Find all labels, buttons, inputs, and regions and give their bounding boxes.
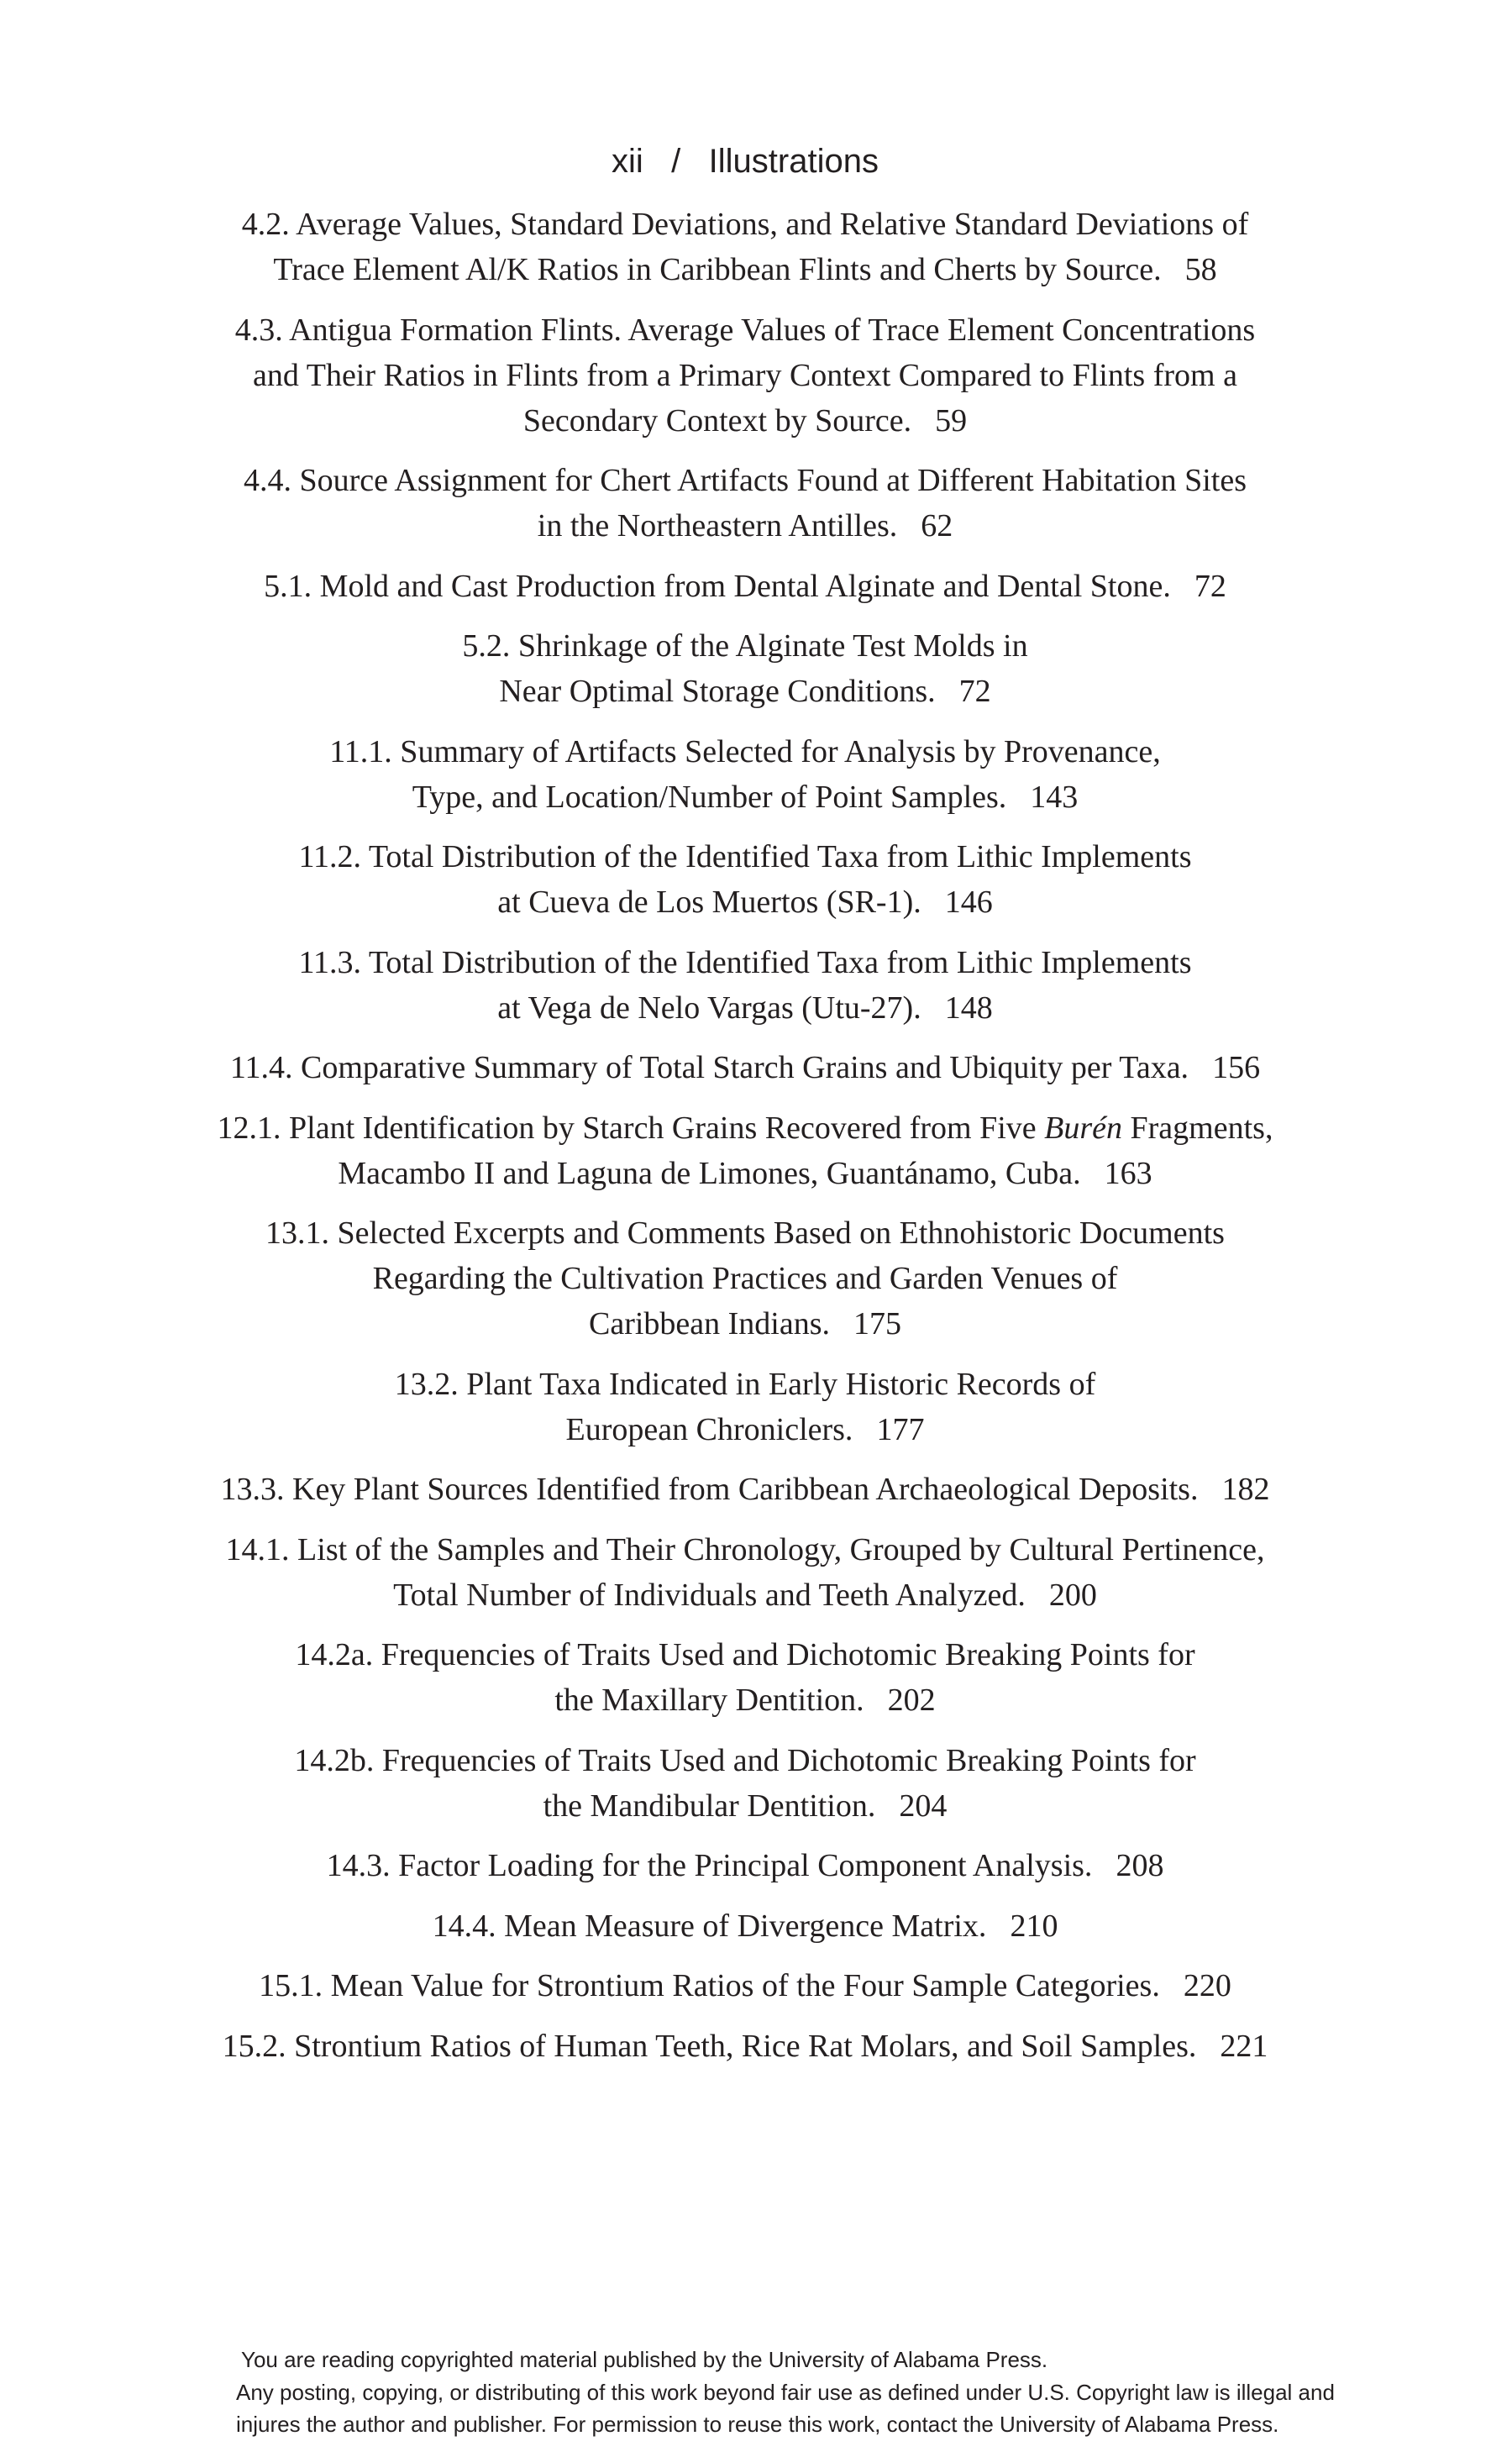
entry-line: [115, 1677, 1375, 1723]
entry-line: [115, 1963, 1375, 2008]
entry-text: 14.3. Factor Loading for the Principal Component Analysis.: [326, 1848, 1093, 1883]
list-entry: [115, 940, 1375, 1031]
entry-text: 5.2. Shrinkage of the Alginate Test Molds in: [462, 628, 1028, 664]
entry-line: [115, 729, 1375, 774]
entry-line: [115, 1105, 1375, 1151]
list-entry: [115, 2024, 1375, 2069]
italic-term: Burén: [1044, 1110, 1123, 1146]
entry-text: 11.2. Total Distribution of the Identified Taxa from Lithic Implements: [298, 839, 1192, 874]
entry-text: 14.2b. Frequencies of Traits Used and Dichotomic Breaking Points for: [294, 1742, 1196, 1778]
entry-text: 15.2. Strontium Ratios of Human Teeth, Rice Rat Molars, and Soil Samples.: [222, 2028, 1197, 2064]
entry-line: [115, 1256, 1375, 1301]
list-entry: [115, 729, 1375, 820]
entry-line: [115, 879, 1375, 925]
entry-line: [115, 307, 1375, 353]
entry-text: Caribbean Indians.: [588, 1306, 831, 1341]
entry-line: [115, 503, 1375, 549]
entry-text: 11.4. Comparative Summary of Total Starch Grains and Ubiquity per Taxa.: [229, 1050, 1189, 1085]
entry-text: 5.1. Mold and Cast Production from Dental Alginate and Dental Stone.: [264, 568, 1171, 604]
entry-text: 14.1. List of the Samples and Their Chronology, Grouped by Cultural Pertinence,: [225, 1531, 1265, 1567]
page-number: xii: [612, 143, 643, 180]
entry-line: [115, 1783, 1375, 1829]
entry-text: 13.2. Plant Taxa Indicated in Early Historic Records of: [394, 1366, 1096, 1402]
entry-text: Macambo II and Laguna de Limones, Guantánamo, Cuba.: [338, 1155, 1081, 1191]
header-separator: /: [671, 143, 681, 180]
entry-page-number: 59: [935, 402, 968, 438]
list-entry: [115, 1738, 1375, 1829]
copyright-line-3: injures the author and publisher. For permission to reuse this work, contact the University of Alabama Press.: [236, 2412, 1279, 2437]
entry-line: [115, 202, 1375, 247]
entry-line: [115, 458, 1375, 503]
entry-page-number: 148: [944, 990, 993, 1026]
entry-text: Secondary Context by Source.: [522, 402, 912, 438]
entry-text: European Chroniclers.: [565, 1411, 853, 1447]
entry-page-number: 72: [1194, 568, 1226, 604]
list-entry: [115, 1903, 1375, 1949]
entry-page-number: 182: [1221, 1472, 1270, 1507]
entry-text: 14.2a. Frequencies of Traits Used and Dichotomic Breaking Points for: [295, 1637, 1195, 1672]
entry-text: 14.4. Mean Measure of Divergence Matrix.: [432, 1908, 987, 1944]
list-entry: [115, 1210, 1375, 1347]
entry-page-number: 72: [958, 674, 991, 709]
entry-page-number: 146: [944, 885, 993, 920]
entry-page-number: 200: [1048, 1577, 1097, 1613]
entry-text: 11.3. Total Distribution of the Identified Taxa from Lithic Implements: [298, 944, 1192, 980]
entry-text: the Maxillary Dentition.: [554, 1683, 864, 1718]
entry-text: Total Number of Individuals and Teeth Analyzed.: [393, 1577, 1026, 1613]
entry-text: Trace Element Al/K Ratios in Caribbean Flints and Cherts by Source.: [273, 252, 1162, 287]
running-header: [115, 143, 1375, 181]
list-entry: [115, 202, 1375, 292]
entry-text: 13.1. Selected Excerpts and Comments Based on Ethnohistoric Documents: [265, 1215, 1225, 1251]
entry-line: [115, 1210, 1375, 1256]
list-entry: [115, 1527, 1375, 1618]
list-entry: [115, 1467, 1375, 1512]
illustrations-list: [115, 202, 1375, 2083]
entry-text: at Vega de Nelo Vargas (Utu-27).: [497, 990, 921, 1026]
entry-line: [115, 940, 1375, 985]
entry-page-number: 143: [1030, 779, 1079, 815]
entry-line: [115, 398, 1375, 444]
entry-page-number: 163: [1104, 1155, 1152, 1191]
entry-page-number: 202: [887, 1683, 936, 1718]
entry-line: [115, 1301, 1375, 1347]
entry-line: [115, 1045, 1375, 1090]
entry-line: [115, 1467, 1375, 1512]
list-entry: [115, 564, 1375, 609]
entry-line: [115, 1738, 1375, 1783]
entry-line: [115, 1527, 1375, 1572]
entry-line: [115, 2024, 1375, 2069]
entry-line: [115, 834, 1375, 879]
list-entry: [115, 1105, 1375, 1196]
entry-text: 4.2. Average Values, Standard Deviations, and Relative Standard Deviations of: [241, 207, 1249, 242]
entry-text: Fragments,: [1122, 1110, 1273, 1146]
list-entry: [115, 1045, 1375, 1090]
entry-text: Type, and Location/Number of Point Samples.: [412, 779, 1007, 815]
entry-line: [115, 353, 1375, 398]
list-entry: [115, 1843, 1375, 1888]
entry-line: [115, 1151, 1375, 1196]
entry-line: [115, 247, 1375, 292]
entry-page-number: 204: [899, 1788, 948, 1824]
entry-text: and Their Ratios in Flints from a Primary Context Compared to Flints from a: [253, 357, 1237, 393]
entry-line: [115, 774, 1375, 820]
section-title: Illustrations: [708, 143, 879, 180]
list-entry: [115, 623, 1375, 714]
list-entry: [115, 1362, 1375, 1452]
list-entry: [115, 458, 1375, 549]
entry-page-number: 210: [1010, 1908, 1058, 1944]
entry-line: [115, 564, 1375, 609]
entry-text: 12.1. Plant Identification by Starch Grains Recovered from Five: [217, 1110, 1045, 1146]
entry-line: [115, 985, 1375, 1031]
copyright-line-2: Any posting, copying, or distributing of this work beyond fair use as defined under U.S. Copyright law is illegal and: [236, 2379, 1335, 2405]
entry-text: Near Optimal Storage Conditions.: [499, 674, 936, 709]
entry-text: the Mandibular Dentition.: [543, 1788, 876, 1824]
entry-page-number: 175: [853, 1306, 902, 1341]
entry-text: 4.4. Source Assignment for Chert Artifacts Found at Different Habitation Sites: [244, 463, 1247, 498]
entry-text: Regarding the Cultivation Practices and Garden Venues of: [372, 1261, 1118, 1296]
entry-text: 11.1. Summary of Artifacts Selected for Analysis by Provenance,: [329, 733, 1161, 769]
entry-line: [115, 1632, 1375, 1677]
list-entry: [115, 834, 1375, 925]
entry-line: [115, 1572, 1375, 1618]
entry-text: in the Northeastern Antilles.: [537, 508, 898, 543]
entry-line: [115, 623, 1375, 669]
copyright-line-1: You are reading copyrighted material published by the University of Alabama Press.: [241, 2347, 1048, 2372]
entry-page-number: 62: [921, 508, 953, 543]
entry-line: [115, 1843, 1375, 1888]
list-entry: [115, 1963, 1375, 2008]
entry-text: 13.3. Key Plant Sources Identified from Caribbean Archaeological Deposits.: [220, 1472, 1199, 1507]
entry-page-number: 208: [1116, 1848, 1164, 1883]
list-entry: [115, 307, 1375, 444]
entry-line: [115, 1903, 1375, 1949]
entry-text: 4.3. Antigua Formation Flints. Average Values of Trace Element Concentrations: [234, 312, 1256, 348]
entry-text: at Cueva de Los Muertos (SR-1).: [497, 885, 921, 920]
list-entry: [115, 1632, 1375, 1723]
entry-page-number: 177: [876, 1411, 925, 1447]
entry-line: [115, 1407, 1375, 1452]
entry-line: [115, 1362, 1375, 1407]
entry-page-number: 156: [1212, 1050, 1261, 1085]
entry-page-number: 220: [1183, 1968, 1231, 2003]
entry-line: [115, 669, 1375, 714]
entry-text: 15.1. Mean Value for Strontium Ratios of the Four Sample Categories.: [259, 1968, 1160, 2003]
entry-page-number: 221: [1220, 2028, 1268, 2064]
copyright-notice: [236, 2344, 1335, 2441]
entry-page-number: 58: [1184, 252, 1217, 287]
